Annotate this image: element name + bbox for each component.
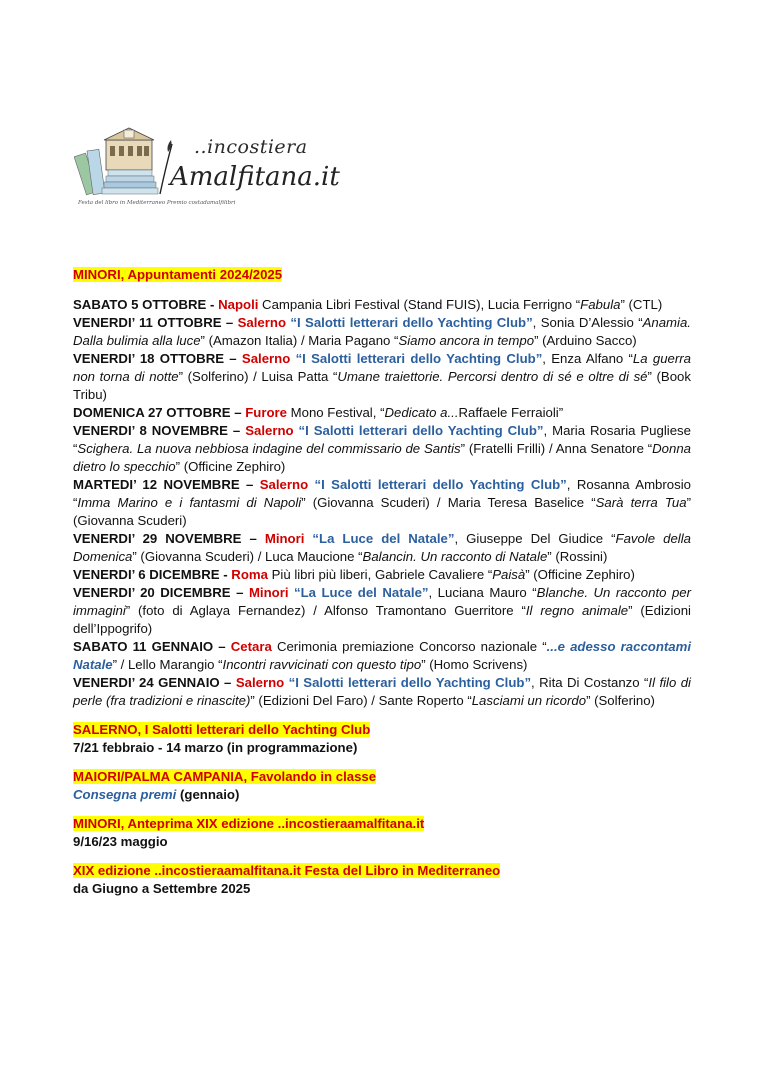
event-details: ” (Giovanna Scuderi) / Maria Teresa Baselice “ — [301, 495, 596, 510]
section-block — [73, 862, 691, 898]
event-book-title: La guerra non torna di notte — [73, 351, 691, 384]
section-title-text: SALERNO, I Salotti letterari dello Yachting Club — [73, 722, 371, 737]
event-details: ” (Rossini) — [547, 549, 608, 564]
event-details: Campania Libri Festival (Stand FUIS), Lucia Ferrigno “ — [258, 297, 581, 312]
section-block — [73, 768, 691, 804]
event-book-title: Paisà — [492, 567, 526, 582]
event-book-title: Umane traiettorie. Percorsi dentro di sé e oltre di sé — [337, 369, 648, 384]
event-venue: “La Luce del Natale” — [288, 585, 429, 600]
site-logo — [74, 124, 340, 216]
event-city: Salerno — [245, 423, 294, 438]
event-date: VENERDI’ 24 GENNAIO — [73, 675, 220, 690]
event-details: Più libri più liberi, Gabriele Cavaliere “ — [267, 567, 493, 582]
section-title — [73, 815, 691, 833]
section-subtitle — [73, 833, 691, 851]
section-title-text: XIX edizione ..incostieraamalfitana.it Festa del Libro in Mediterraneo — [73, 863, 501, 878]
event-item — [73, 404, 691, 422]
event-details: ” (Solferino) / Luisa Patta “ — [178, 369, 338, 384]
event-item — [73, 566, 691, 584]
event-item — [73, 296, 691, 314]
event-book-title: Favole della Domenica — [73, 531, 692, 564]
event-date: VENERDI’ 18 OTTOBRE — [73, 351, 225, 366]
event-separator: - — [206, 297, 219, 312]
event-details: Mono Festival, “ — [286, 405, 385, 420]
event-details: , Luciana Mauro “ — [428, 585, 537, 600]
event-details: ” (Book Tribu) — [73, 369, 691, 402]
event-book-title: Il regno animale — [525, 603, 629, 618]
section-block — [73, 721, 691, 757]
event-details: , Rita Di Costanzo “ — [531, 675, 649, 690]
event-city: Minori — [248, 585, 289, 600]
event-date: MARTEDI’ 12 NOVEMBRE — [73, 477, 240, 492]
villa-books-icon — [74, 126, 174, 204]
section-dates: da Giugno a Settembre 2025 — [73, 881, 251, 896]
event-venue: “I Salotti letterari dello Yachting Club” — [284, 675, 532, 690]
event-item — [73, 422, 691, 476]
section-title — [73, 862, 691, 880]
event-city: Roma — [231, 567, 268, 582]
event-details: ” (Edizioni dell’Ippogrifo) — [73, 603, 691, 636]
event-item — [73, 674, 691, 710]
event-details: ” (Edizioni Del Faro) / Sante Roperto “ — [250, 693, 472, 708]
event-city: Salerno — [259, 477, 309, 492]
event-date: SABATO 5 OTTOBRE — [73, 297, 207, 312]
event-venue: “I Salotti letterari dello Yachting Club” — [286, 315, 533, 330]
event-book-title: ...e adesso raccontami Natale — [73, 639, 692, 672]
event-venue: “I Salotti letterari dello Yachting Club” — [308, 477, 567, 492]
schedule-heading — [73, 266, 691, 284]
event-date: DOMENICA 27 OTTOBRE — [73, 405, 231, 420]
event-details: , Rosanna Ambrosio “ — [73, 477, 691, 510]
event-book-title: Lasciami un ricordo — [471, 693, 587, 708]
event-book-title: Blanche. Un racconto per immagini — [73, 585, 692, 618]
section-note: (gennaio) — [176, 787, 240, 802]
event-book-title: Donna dietro lo specchio — [73, 441, 691, 474]
event-details: ” (Fratelli Frilli) / Anna Senatore “ — [460, 441, 653, 456]
event-book-title: Sarà terra Tua — [595, 495, 687, 510]
event-book-title: Anamia. Dalla bulimia alla luce — [73, 315, 691, 348]
event-separator: – — [227, 423, 246, 438]
event-details: ” (Officine Zephiro) — [525, 567, 635, 582]
section-subtitle — [73, 786, 691, 804]
event-date: VENERDI’ 8 NOVEMBRE — [73, 423, 228, 438]
logo-tagline: Festa del libro in Mediterraneo Premio costadamalfilibri — [78, 200, 236, 206]
event-item — [73, 584, 691, 638]
event-city: Cetara — [230, 639, 272, 654]
event-venue: “La Luce del Natale” — [304, 531, 455, 546]
event-venue: “I Salotti letterari dello Yachting Club” — [293, 423, 544, 438]
event-separator: – — [230, 585, 249, 600]
event-details: ” (Giovanna Scuderi) — [73, 495, 691, 528]
event-city: Napoli — [218, 297, 259, 312]
section-dates: 7/21 febbraio - 14 marzo — [73, 740, 224, 755]
event-separator: – — [239, 477, 260, 492]
event-venue: “I Salotti letterari dello Yachting Club” — [290, 351, 543, 366]
event-city: Minori — [264, 531, 305, 546]
section-title — [73, 768, 691, 786]
event-details: Cerimonia premiazione Concorso nazionale “ — [271, 639, 547, 654]
event-details: ” (Giovanna Scuderi) / Luca Maucione “ — [132, 549, 363, 564]
event-item — [73, 476, 691, 530]
event-separator: – — [241, 531, 265, 546]
schedule-heading-text: MINORI, Appuntamenti 2024/2025 — [73, 267, 283, 282]
event-details: ” (Arduino Sacco) — [534, 333, 637, 348]
event-details: ” (Solferino) — [586, 693, 655, 708]
event-list — [73, 296, 691, 710]
event-separator: – — [230, 405, 246, 420]
event-details: ” (Homo Scrivens) — [421, 657, 528, 672]
event-details: ” (foto di Aglaya Fernandez) / Alfonso Tramontano Guerritore “ — [125, 603, 526, 618]
section-note: (in programmazione) — [223, 740, 358, 755]
event-book-title: Il filo di perle (fra tradizioni e rinascite) — [73, 675, 691, 708]
event-details: ” (Officine Zephiro) — [175, 459, 286, 474]
event-city: Salerno — [241, 351, 291, 366]
event-city: Furore — [245, 405, 287, 420]
event-details: , Enza Alfano “ — [542, 351, 633, 366]
event-book-title: Scighera. La nuova nebbiosa indagine del commissario de Santis — [77, 441, 461, 456]
logo-text-line1: ..incostiera — [194, 136, 308, 158]
event-date: VENERDI’ 6 DICEMBRE — [73, 567, 220, 582]
section-subtitle — [73, 880, 691, 898]
event-separator: - — [219, 567, 232, 582]
event-item — [73, 530, 691, 566]
event-details: , Giuseppe Del Giudice “ — [454, 531, 616, 546]
event-book-title: Incontri ravvicinati con questo tipo — [222, 657, 422, 672]
event-details: , Maria Rosaria Pugliese “ — [73, 423, 691, 456]
event-book-title: Dedicato a... — [384, 405, 459, 420]
event-details: , Sonia D’Alessio “ — [532, 315, 643, 330]
event-book-title: Imma Marino e i fantasmi di Napoli — [77, 495, 302, 510]
event-date: VENERDI’ 20 DICEMBRE — [73, 585, 231, 600]
event-separator: – — [213, 639, 231, 654]
section-note: Consegna premi — [73, 787, 177, 802]
event-separator: – — [221, 315, 238, 330]
event-details: ” (Amazon Italia) / Maria Pagano “ — [200, 333, 399, 348]
event-item — [73, 314, 691, 350]
event-date: SABATO 11 GENNAIO — [73, 639, 214, 654]
section-block — [73, 815, 691, 851]
event-details: Raffaele Ferraioli” — [458, 405, 564, 420]
event-book-title: Fabula — [580, 297, 621, 312]
section-list — [73, 721, 691, 898]
event-details: ” / Lello Marangio “ — [112, 657, 223, 672]
document-body — [73, 266, 691, 898]
event-city: Salerno — [237, 315, 287, 330]
event-date: VENERDI’ 11 OTTOBRE — [73, 315, 222, 330]
event-details: ” (CTL) — [620, 297, 663, 312]
event-item — [73, 350, 691, 404]
event-item — [73, 638, 691, 674]
section-subtitle — [73, 739, 691, 757]
section-title-text: MAIORI/PALMA CAMPANIA, Favolando in classe — [73, 769, 377, 784]
logo-text-line2: Amalfitana.it — [170, 162, 340, 192]
section-title-text: MINORI, Anteprima XIX edizione ..incostieraamalfitana.it — [73, 816, 425, 831]
event-book-title: Siamo ancora in tempo — [398, 333, 535, 348]
event-book-title: Balancin. Un racconto di Natale — [362, 549, 548, 564]
event-city: Salerno — [235, 675, 285, 690]
section-dates: 9/16/23 maggio — [73, 834, 168, 849]
event-separator: – — [224, 351, 242, 366]
event-separator: – — [219, 675, 236, 690]
section-title — [73, 721, 691, 739]
event-date: VENERDI’ 29 NOVEMBRE — [73, 531, 242, 546]
